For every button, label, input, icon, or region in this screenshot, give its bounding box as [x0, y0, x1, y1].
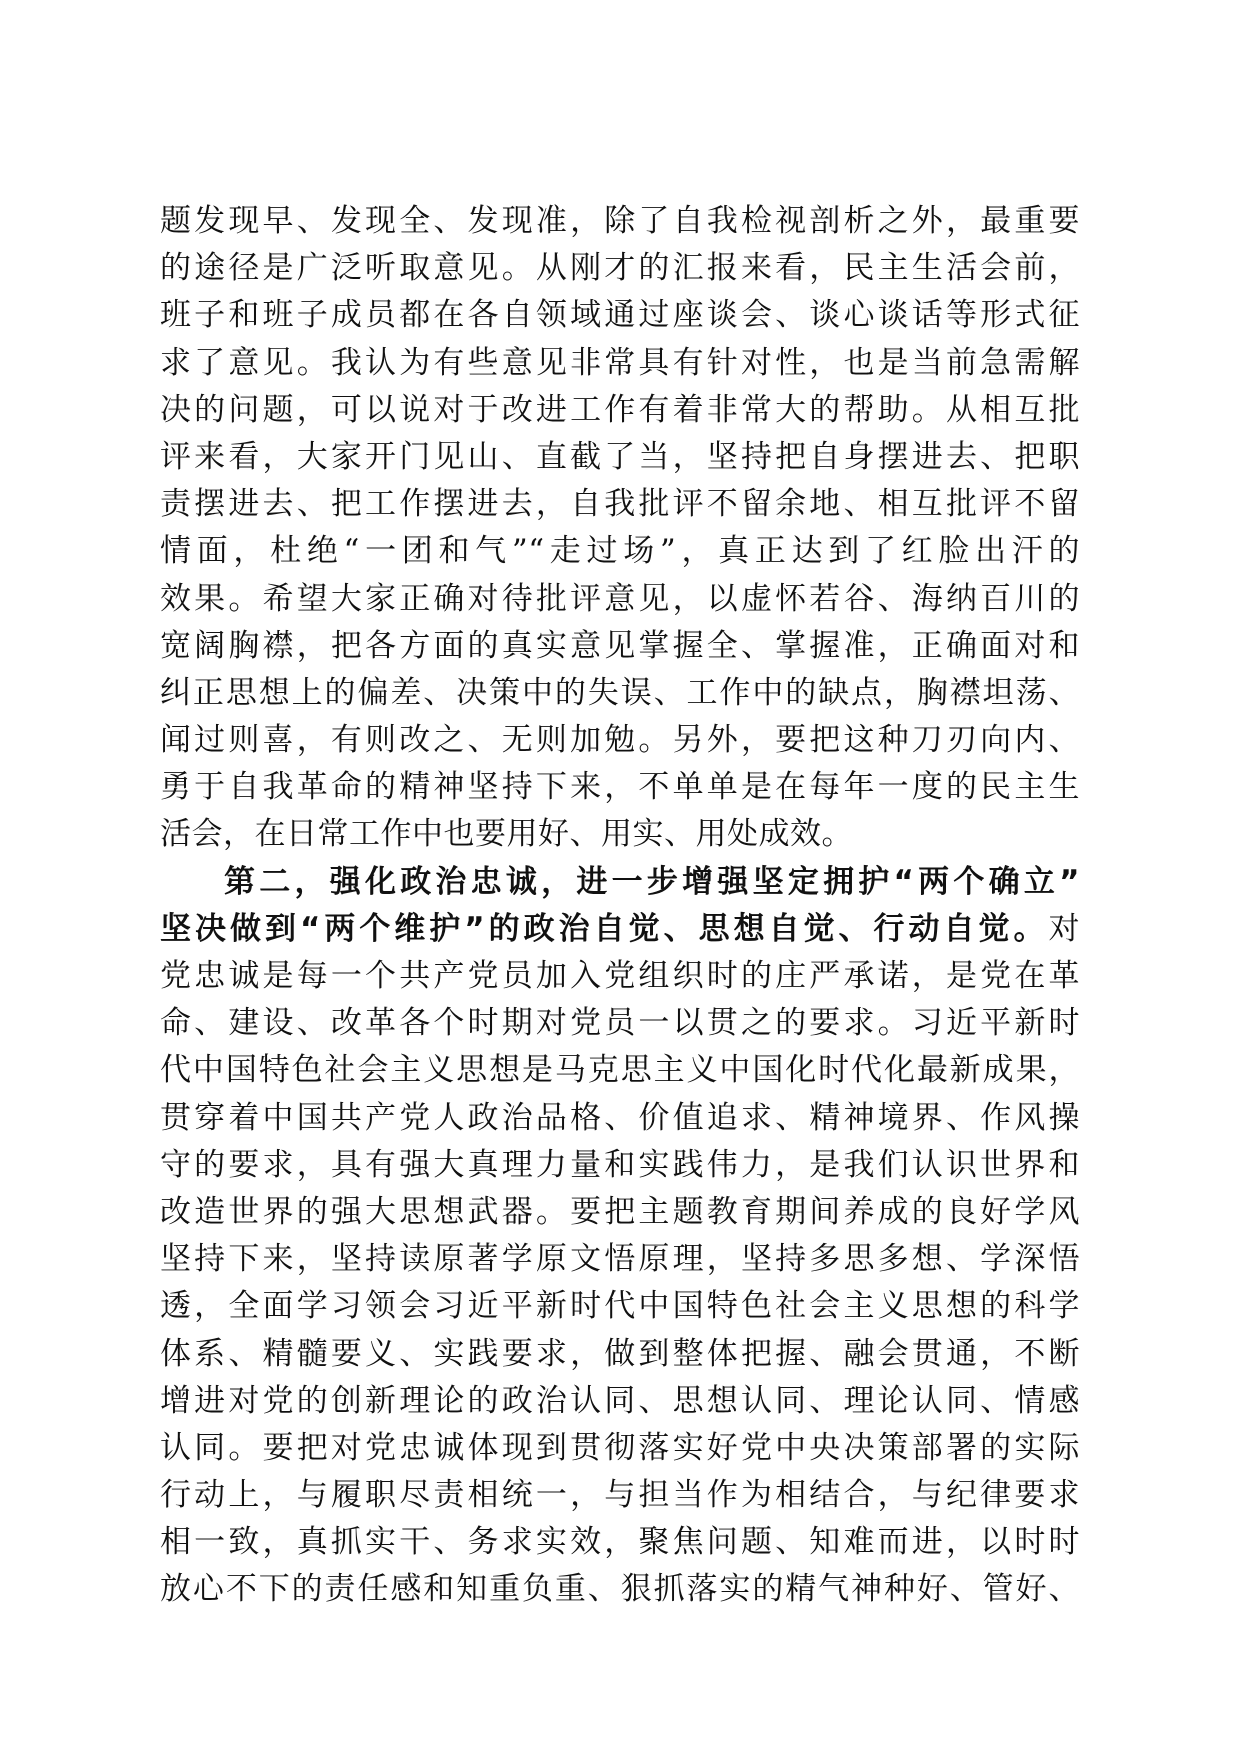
text-line: 求了意见。我认为有些意见非常具有针对性，也是当前急需解 [160, 344, 1080, 381]
section-heading-rest: 对 [1048, 910, 1080, 947]
text-line: 透，全面学习领会习近平新时代中国特色社会主义思想的科学 [160, 1288, 1080, 1325]
text-line: 放心不下的责任感和知重负重、狠抓落实的精气神种好、管好、 [160, 1571, 1080, 1608]
text-line: 班子和班子成员都在各自领域通过座谈会、谈心谈话等形式征 [160, 297, 1080, 334]
section-heading-bold-part: 坚决做到“两个维护”的政治自觉、思想自觉、行动自觉。 [160, 910, 1049, 947]
text-line: 守的要求，具有强大真理力量和实践伟力，是我们认识世界和 [160, 1146, 1080, 1183]
text-line: 认同。要把对党忠诚体现到贯彻落实好党中央决策部署的实际 [160, 1429, 1080, 1466]
text-line: 纠正思想上的偏差、决策中的失误、工作中的缺点，胸襟坦荡、 [160, 674, 1080, 711]
text-line: 改造世界的强大思想武器。要把主题教育期间养成的良好学风 [160, 1193, 1080, 1230]
text-line: 情面，杜绝“一团和气”“走过场”，真正达到了红脸出汗的 [160, 533, 1080, 570]
text-line: 体系、精髓要义、实践要求，做到整体把握、融会贯通，不断 [160, 1335, 1080, 1372]
text-line: 宽阔胸襟，把各方面的真实意见掌握全、掌握准，正确面对和 [160, 627, 1080, 664]
body-text [160, 198, 1080, 1614]
text-line: 代中国特色社会主义思想是马克思主义中国化时代化最新成果， [160, 1052, 1080, 1089]
text-line: 题发现早、发现全、发现准，除了自我检视剖析之外，最重要 [160, 203, 1080, 239]
text-line: 贯穿着中国共产党人政治品格、价值追求、精神境界、作风操 [160, 1099, 1080, 1136]
text-line: 活会，在日常工作中也要用好、用实、用处成效。 [160, 816, 853, 853]
text-line: 相一致，真抓实干、务求实效，聚焦问题、知难而进，以时时 [160, 1524, 1080, 1561]
text-line: 增进对党的创新理论的政治认同、思想认同、理论认同、情感 [160, 1382, 1080, 1419]
text-line: 勇于自我革命的精神坚持下来，不单单是在每年一度的民主生 [160, 769, 1080, 806]
text-line: 行动上，与履职尽责相统一，与担当作为相结合，与纪律要求 [160, 1477, 1080, 1514]
section-heading: 第二，强化政治忠诚，进一步增强坚定拥护“两个确立” [224, 863, 1080, 900]
text-line: 评来看，大家开门见山、直截了当，坚持把自身摆进去、把职 [160, 438, 1080, 475]
text-line: 的途径是广泛听取意见。从刚才的汇报来看，民主生活会前， [160, 250, 1080, 287]
text-line: 坚持下来，坚持读原著学原文悟原理，坚持多思多想、学深悟 [160, 1241, 1080, 1278]
text-line: 效果。希望大家正确对待批评意见，以虚怀若谷、海纳百川的 [160, 580, 1080, 617]
text-line: 责摆进去、把工作摆进去，自我批评不留余地、相互批评不留 [160, 486, 1080, 523]
section-heading-continued [160, 906, 1080, 953]
text-line: 闻过则喜，有则改之、无则加勉。另外，要把这种刀刃向内、 [160, 722, 1080, 759]
text-line: 党忠诚是每一个共产党员加入党组织时的庄严承诺，是党在革 [160, 958, 1080, 994]
text-line: 命、建设、改革各个时期对党员一以贯之的要求。习近平新时 [160, 1005, 1080, 1042]
text-line: 决的问题，可以说对于改进工作有着非常大的帮助。从相互批 [160, 391, 1080, 428]
